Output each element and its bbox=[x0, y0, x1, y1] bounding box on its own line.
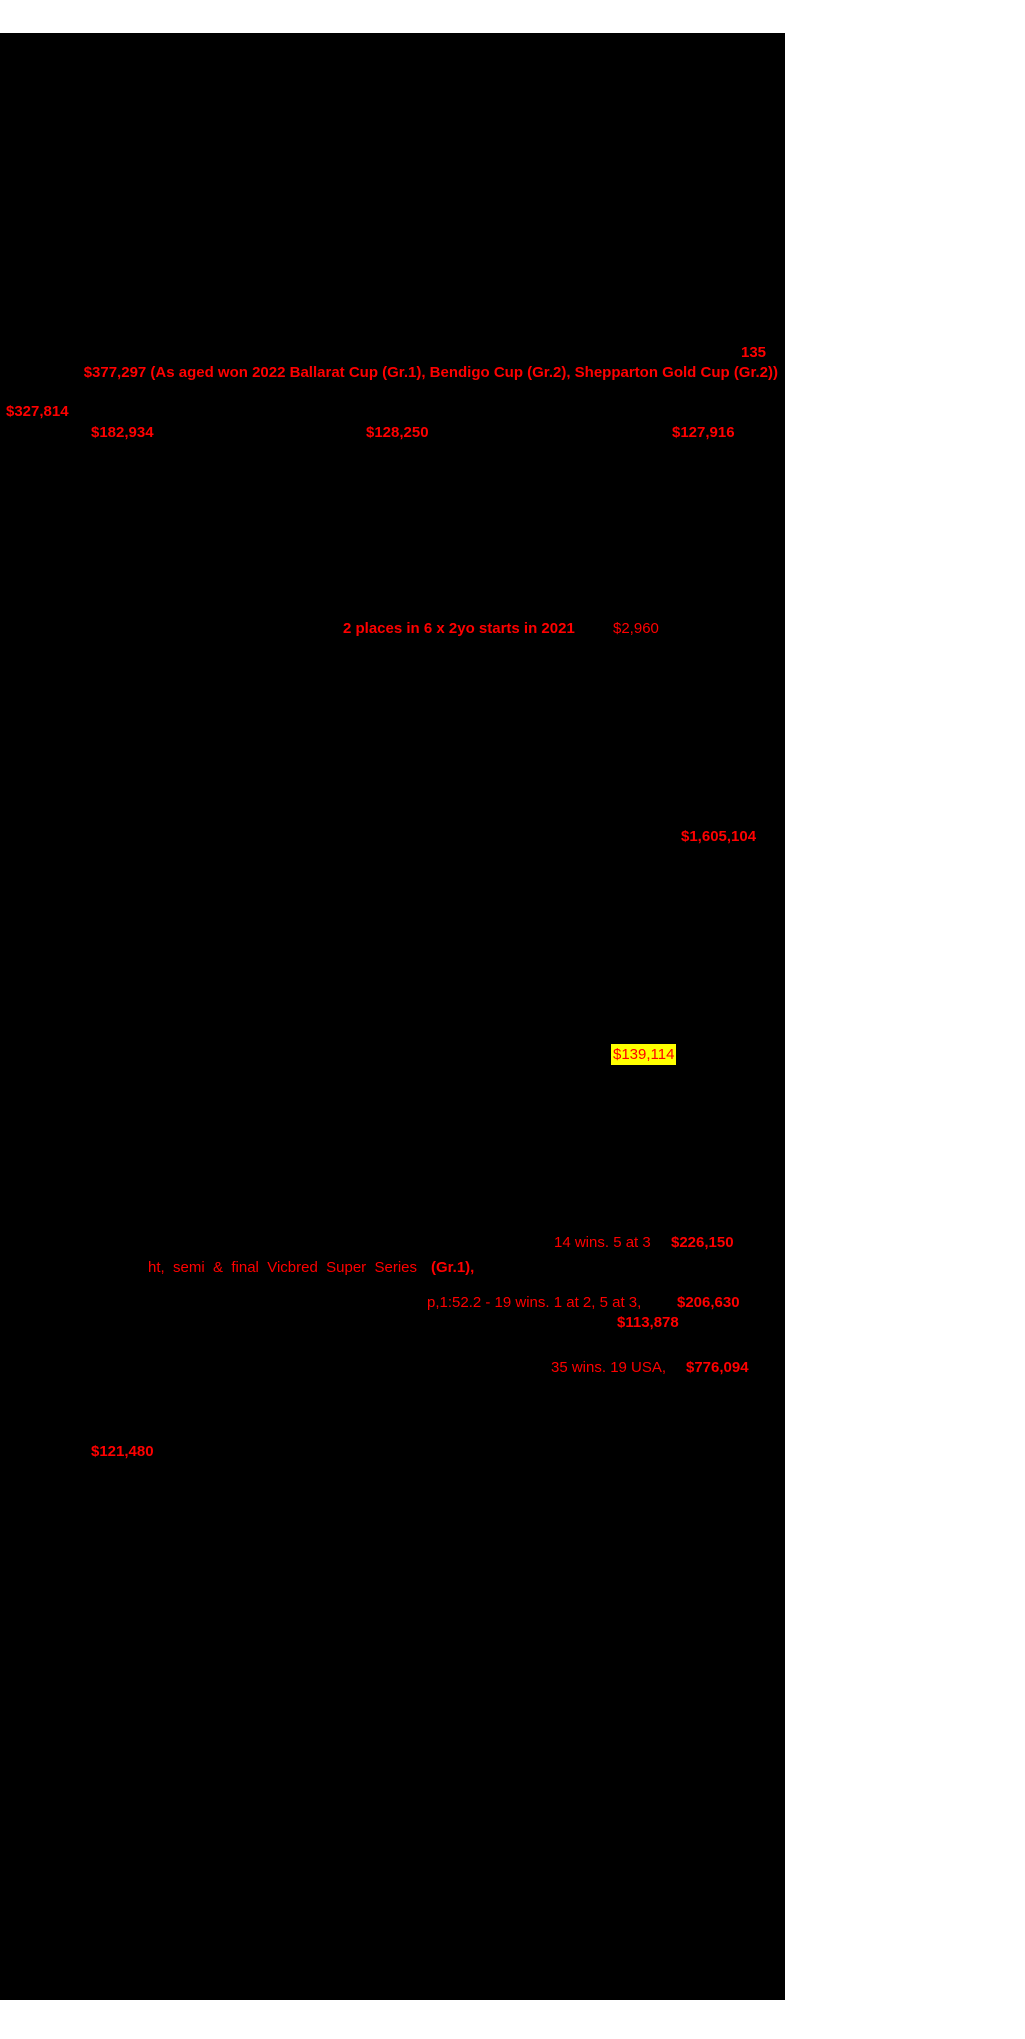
annotation-2yo-starts: 2 places in 6 x 2yo starts in 2021 bbox=[343, 620, 575, 637]
annotation-wins-35: 35 wins. 19 USA, bbox=[551, 1359, 667, 1376]
annotation-vicbred-series: ht, semi & final Vicbred Super Series bbox=[148, 1259, 418, 1276]
annotation-earnings-776094: $776,094 bbox=[686, 1359, 749, 1376]
annotation-earnings-327814: $327,814 bbox=[6, 403, 69, 420]
annotation-earnings-2960: $2,960 bbox=[613, 620, 659, 637]
annotation-earnings-128250: $128,250 bbox=[366, 424, 429, 441]
annotation-aged-record: $377,297 (As aged won 2022 Ballarat Cup (Gr.1), Bendigo Cup (Gr.2), Shepparton Gold Cup (Gr.2)) bbox=[83, 364, 778, 381]
annotation-earnings-182934: $182,934 bbox=[91, 424, 154, 441]
annotation-grade-1: (Gr.1), bbox=[431, 1259, 475, 1276]
annotation-earnings-206630: $206,630 bbox=[677, 1294, 740, 1311]
annotation-earnings-127916: $127,916 bbox=[672, 424, 735, 441]
annotation-earnings-1605104: $1,605,104 bbox=[681, 828, 757, 845]
annotation-earnings-135: 135 bbox=[741, 344, 767, 361]
annotation-race-record-19-wins: p,1:52.2 - 19 wins. 1 at 2, 5 at 3, bbox=[427, 1294, 642, 1311]
annotation-earnings-139114-highlighted: $139,114 bbox=[613, 1046, 675, 1063]
annotation-wins-14: 14 wins. 5 at 3 bbox=[554, 1234, 651, 1251]
redacted-document-panel bbox=[0, 33, 785, 2000]
annotation-earnings-113878: $113,878 bbox=[617, 1314, 679, 1331]
annotation-earnings-226150: $226,150 bbox=[671, 1234, 734, 1251]
annotation-earnings-121480: $121,480 bbox=[91, 1443, 154, 1460]
